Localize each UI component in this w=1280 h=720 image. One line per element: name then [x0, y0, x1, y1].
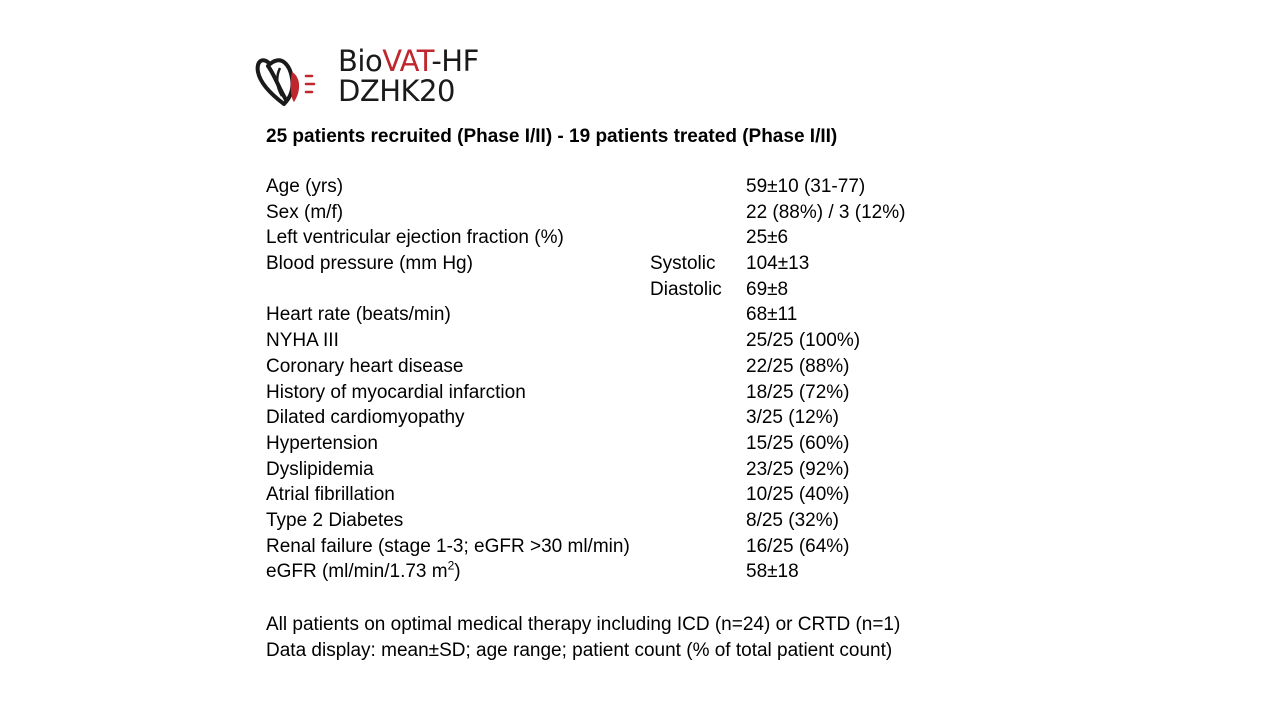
row-value: 22/25 (88%)	[746, 355, 850, 377]
table-row	[266, 433, 986, 459]
table-row	[266, 330, 986, 356]
row-value: 3/25 (12%)	[746, 407, 839, 429]
row-label: Dyslipidemia	[266, 458, 374, 480]
table-row	[266, 510, 986, 536]
table-row	[266, 459, 986, 485]
row-label: Renal failure (stage 1-3; eGFR >30 ml/min)	[266, 535, 630, 557]
egfr-label-text: eGFR (ml/min/1.73 m	[266, 561, 448, 583]
row-label: Atrial fibrillation	[266, 484, 395, 506]
table-row	[266, 227, 986, 253]
row-label: Age (yrs)	[266, 176, 344, 197]
egfr-label-superscript: 2	[447, 558, 455, 573]
row-label: Heart rate (beats/min)	[266, 304, 451, 326]
row-value: 10/25 (40%)	[746, 484, 850, 506]
row-label: Hypertension	[266, 432, 378, 454]
row-label: Sex (m/f)	[266, 201, 344, 223]
row-label: Blood pressure (mm Hg)	[266, 253, 473, 275]
row-label: Dilated cardiomyopathy	[266, 407, 465, 429]
row-sublabel: Diastolic	[650, 278, 722, 300]
row-value: 59±10 (31-77)	[746, 176, 866, 197]
row-value: 25/25 (100%)	[746, 330, 861, 352]
table-row	[266, 356, 986, 382]
footnote-line2: Data display: mean±SD; age range; patient count (% of total patient count)	[266, 639, 893, 661]
row-value: 23/25 (92%)	[746, 458, 850, 480]
table-row	[266, 304, 986, 330]
page-heading: 25 patients recruited (Phase I/II) - 19 patients treated (Phase I/II)	[266, 126, 838, 147]
row-value: 22 (88%) / 3 (12%)	[746, 201, 906, 223]
row-value: 16/25 (64%)	[746, 535, 850, 557]
row-label: NYHA III	[266, 330, 339, 352]
table-row	[266, 176, 986, 202]
logo-name-part3: -HF	[431, 44, 479, 78]
row-value: 68±11	[746, 304, 798, 326]
row-value: 25±6	[746, 227, 789, 249]
footnote-line1: All patients on optimal medical therapy including ICD (n=24) or CRTD (n=1)	[266, 614, 901, 635]
row-value: 18/25 (72%)	[746, 381, 850, 403]
table-row	[266, 407, 986, 433]
row-label: Left ventricular ejection fraction (%)	[266, 227, 564, 249]
logo-name-part1: Bio	[338, 44, 383, 78]
row-label: Type 2 Diabetes	[266, 509, 404, 531]
table-row-egfr	[266, 558, 986, 587]
table-row	[266, 279, 986, 305]
row-value: 8/25 (32%)	[746, 509, 839, 531]
table-row	[266, 536, 986, 562]
biovat-logo	[254, 46, 504, 112]
table-row	[266, 253, 986, 279]
row-label	[266, 558, 461, 583]
egfr-label-close: )	[454, 561, 461, 583]
table-row	[266, 202, 986, 228]
table-row	[266, 484, 986, 510]
row-label: Coronary heart disease	[266, 355, 464, 377]
logo-name-part2: VAT	[382, 44, 432, 78]
row-sublabel: Systolic	[650, 253, 716, 275]
footnote	[266, 612, 900, 663]
row-label: History of myocardial infarction	[266, 381, 526, 403]
table-row	[266, 382, 986, 408]
row-value: 69±8	[746, 278, 789, 300]
logo-line2: DZHK20	[338, 74, 455, 108]
row-value: 104±13	[746, 253, 810, 275]
row-value: 15/25 (60%)	[746, 432, 850, 454]
patient-characteristics-table	[266, 176, 986, 587]
heart-logo-icon	[254, 46, 334, 110]
logo-wordmark	[338, 46, 479, 106]
row-value: 58±18	[746, 561, 799, 583]
